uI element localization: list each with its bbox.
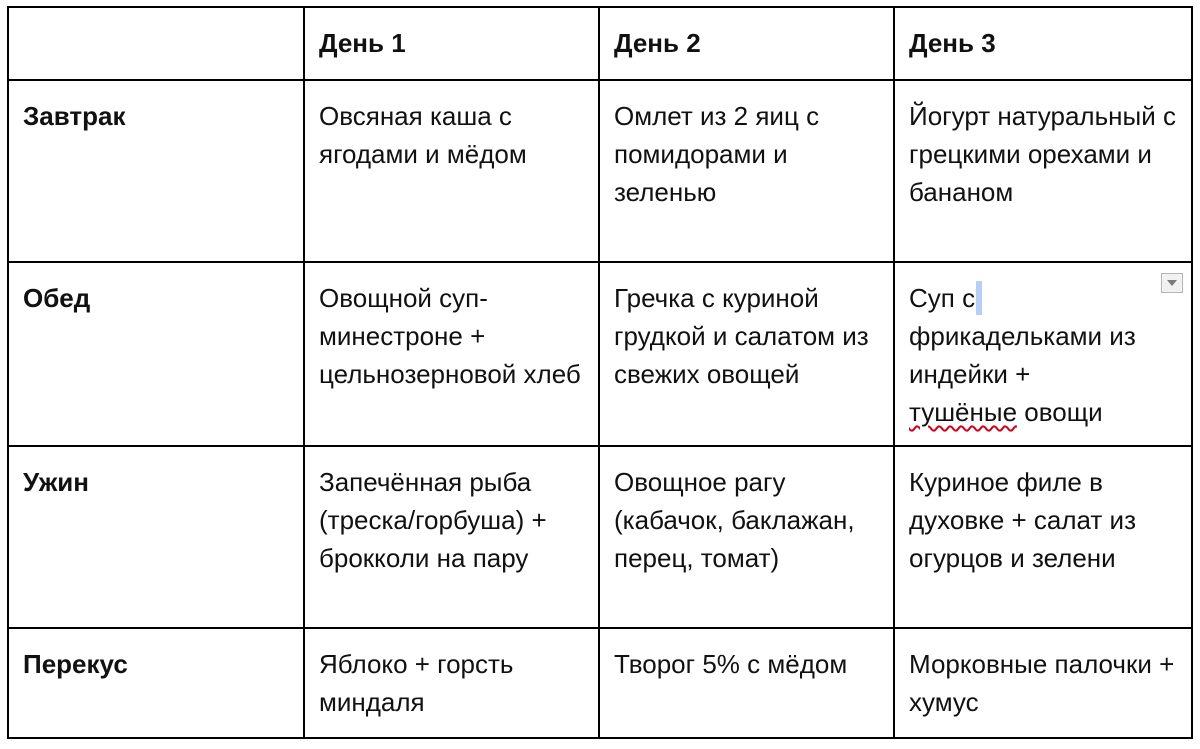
row-label-breakfast[interactable]: Завтрак: [8, 80, 304, 262]
header-day-1[interactable]: День 1: [304, 7, 599, 80]
table-row: [8, 262, 1192, 446]
header-row: [8, 7, 1192, 80]
table-cell[interactable]: Морковные палочки + хумус: [894, 628, 1192, 738]
table-cell-active[interactable]: [894, 262, 1192, 446]
header-day-3[interactable]: День 3: [894, 7, 1192, 80]
table-cell[interactable]: Куриное филе в духовке + салат из огурцов и зелени: [894, 446, 1192, 628]
table-cell[interactable]: Овсяная каша с ягодами и мёдом: [304, 80, 599, 262]
table-cell[interactable]: Творог 5% с мёдом: [599, 628, 894, 738]
cell-text: овощи: [1024, 397, 1103, 427]
table-cell[interactable]: Овощной суп-минестроне + цельнозерновой хлеб: [304, 262, 599, 446]
table-row: [8, 446, 1192, 628]
triangle-down-icon[interactable]: [1161, 273, 1183, 293]
table-cell[interactable]: Овощное рагу (кабачок, баклажан, перец, томат): [599, 446, 894, 628]
cell-text: фрикадельками из индейки +: [909, 321, 1136, 389]
table-cell[interactable]: Яблоко + горсть миндаля: [304, 628, 599, 738]
row-label-snack[interactable]: Перекус: [8, 628, 304, 738]
table-row: [8, 80, 1192, 262]
row-label-dinner[interactable]: Ужин: [8, 446, 304, 628]
text-cursor: [976, 281, 982, 315]
header-day-2[interactable]: День 2: [599, 7, 894, 80]
meal-plan-table: [7, 6, 1193, 739]
cell-text-line: Суп с: [909, 283, 976, 313]
corner-cell[interactable]: [8, 7, 304, 80]
table-cell[interactable]: Гречка с куриной грудкой и салатом из свежих овощей: [599, 262, 894, 446]
row-label-lunch[interactable]: Обед: [8, 262, 304, 446]
table-row: [8, 628, 1192, 738]
table-cell[interactable]: Запечённая рыба (треска/горбуша) + брокколи на пару: [304, 446, 599, 628]
spellcheck-word[interactable]: тушёные: [909, 397, 1018, 427]
table-cell[interactable]: Йогурт натуральный с грецкими орехами и бананом: [894, 80, 1192, 262]
table-cell[interactable]: Омлет из 2 яиц с помидорами и зеленью: [599, 80, 894, 262]
